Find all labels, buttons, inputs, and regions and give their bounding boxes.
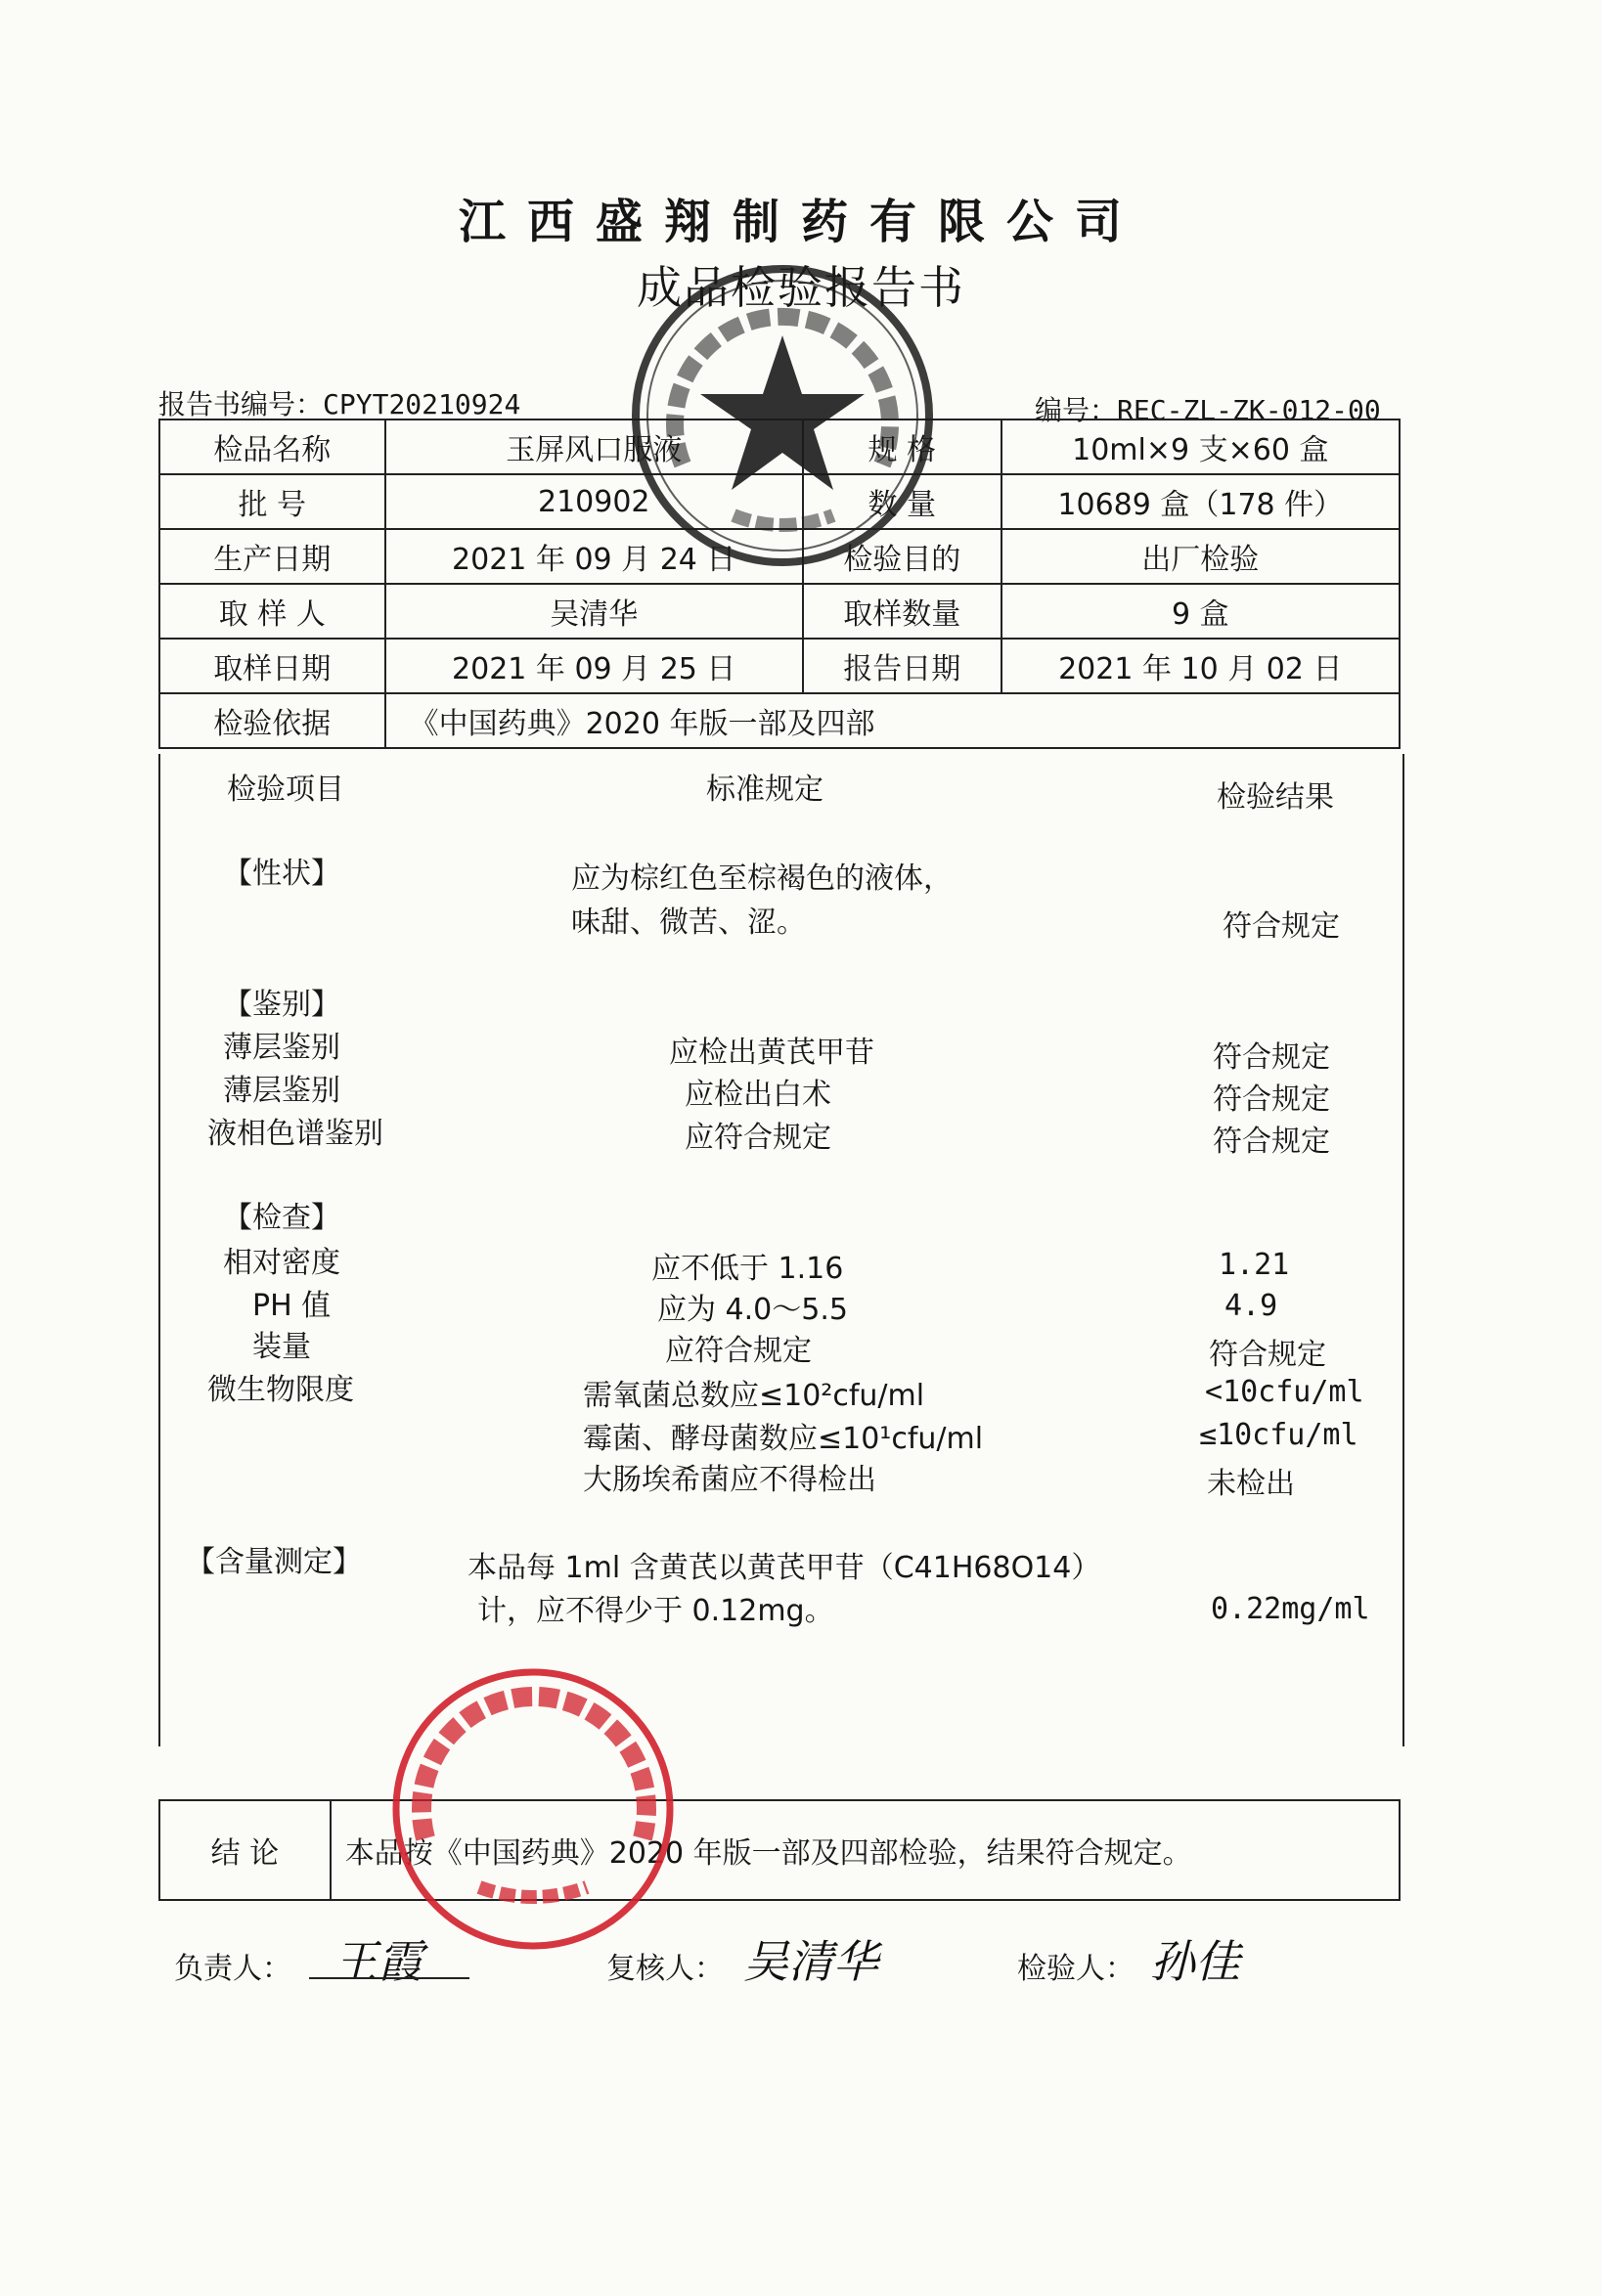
- reviewer-signature: 吴清华: [743, 1935, 878, 1988]
- identification-item-3: 液相色谱鉴别: [207, 1117, 383, 1151]
- inspection-standard-6: 大肠埃希菌应不得检出: [583, 1463, 876, 1497]
- conclusion-label: 结 论: [159, 1800, 331, 1900]
- production-date: 2021 年 09 月 24 日: [385, 529, 803, 584]
- responsible-signature: 王霞: [333, 1935, 423, 1988]
- basis-label: 检验依据: [159, 693, 385, 748]
- sample-date-label: 取样日期: [159, 639, 385, 693]
- identification-result-3: 符合规定: [1213, 1125, 1330, 1159]
- table-row: [159, 584, 1400, 639]
- column-header-standard: 标准规定: [706, 773, 823, 807]
- inspection-result-5: ≤10cfu/ml: [1199, 1418, 1358, 1452]
- responsible-signature-line: [309, 1977, 469, 1979]
- sample-quantity-label: 取样数量: [803, 584, 1001, 639]
- appearance-standard-line1: 应为棕红色至棕褐色的液体，: [571, 861, 953, 896]
- batch-value: 210902: [385, 474, 803, 529]
- quantity-value: 10689 盒（178 件）: [1001, 474, 1400, 529]
- product-name: 玉屏风口服液: [385, 419, 803, 474]
- company-seal-black: [626, 259, 939, 572]
- inspection-item-4: 微生物限度: [207, 1373, 354, 1407]
- inspector-signature: 孙佳: [1150, 1935, 1240, 1988]
- document-code-value: REC-ZL-ZK-012-00: [1117, 394, 1381, 426]
- column-header-item: 检验项目: [227, 773, 344, 807]
- column-header-result: 检验结果: [1217, 780, 1334, 815]
- section-title-appearance: 【性状】: [223, 857, 340, 891]
- inspection-standard-3: 应符合规定: [665, 1334, 812, 1368]
- conclusion-table: [158, 1799, 1401, 1901]
- identification-standard-2: 应检出白术: [685, 1078, 831, 1112]
- document-title: 成品检验报告书: [637, 261, 965, 314]
- assay-standard-line2: 计，应不得少于 0.12mg。: [477, 1594, 834, 1628]
- sample-date: 2021 年 09 月 25 日: [385, 639, 803, 693]
- identification-result-1: 符合规定: [1213, 1040, 1330, 1075]
- section-title-inspection: 【检查】: [223, 1201, 340, 1235]
- inspection-standard-4: 需氧菌总数应≤10²cfu/ml: [583, 1379, 925, 1413]
- quantity-label: 数 量: [803, 474, 1001, 529]
- inspection-item-3: 装量: [252, 1330, 311, 1364]
- product-name-label: 检品名称: [159, 419, 385, 474]
- identification-result-2: 符合规定: [1213, 1082, 1330, 1117]
- appearance-standard-line2: 味甜、微苦、涩。: [571, 905, 806, 940]
- inspection-result-3: 符合规定: [1209, 1338, 1326, 1372]
- sample-quantity: 9 盒: [1001, 584, 1400, 639]
- identification-item-1: 薄层鉴别: [223, 1031, 340, 1065]
- table-row: [159, 1800, 1400, 1900]
- reviewer-label: 复核人：: [606, 1952, 724, 1986]
- company-seal-red: [386, 1662, 680, 1956]
- company-title: 江西盛翔制药有限公司: [458, 195, 1143, 249]
- inspection-result-6: 未检出: [1207, 1467, 1295, 1501]
- inspection-item-2: PH 值: [252, 1289, 332, 1323]
- inspection-result-1: 1.21: [1219, 1248, 1290, 1282]
- inspection-item-1: 相对密度: [223, 1246, 340, 1280]
- inspection-standard-5: 霉菌、酵母菌数应≤10¹cfu/ml: [583, 1422, 984, 1456]
- report-number-label: 报告书编号：: [158, 388, 324, 420]
- production-date-label: 生产日期: [159, 529, 385, 584]
- inspection-standard-1: 应不低于 1.16: [651, 1252, 844, 1286]
- table-row: [159, 639, 1400, 693]
- spec-value: 10ml×9 支×60 盒: [1001, 419, 1400, 474]
- batch-label: 批 号: [159, 474, 385, 529]
- document-code-label: 编号：: [1035, 394, 1118, 426]
- report-date-label: 报告日期: [803, 639, 1001, 693]
- purpose-label: 检验目的: [803, 529, 1001, 584]
- identification-standard-1: 应检出黄芪甲苷: [669, 1036, 874, 1070]
- conclusion-text: 本品按《中国药典》2020 年版一部及四部检验，结果符合规定。: [331, 1800, 1400, 1900]
- section-title-assay: 【含量测定】: [186, 1545, 362, 1579]
- sampler-value: 吴清华: [385, 584, 803, 639]
- inspection-standard-2: 应为 4.0～5.5: [657, 1293, 848, 1327]
- section-title-identification: 【鉴别】: [223, 988, 340, 1022]
- identification-item-2: 薄层鉴别: [223, 1074, 340, 1108]
- spec-label: 规 格: [803, 419, 1001, 474]
- table-row: [159, 693, 1400, 748]
- purpose-value: 出厂检验: [1001, 529, 1400, 584]
- inspector-label: 检验人：: [1017, 1952, 1135, 1986]
- sampler-label: 取 样 人: [159, 584, 385, 639]
- appearance-result: 符合规定: [1223, 909, 1340, 944]
- inspection-result-2: 4.9: [1224, 1289, 1278, 1323]
- report-number: [158, 383, 520, 422]
- report-number-value: CPYT20210924: [323, 388, 521, 420]
- assay-result: 0.22mg/ml: [1211, 1592, 1370, 1626]
- identification-standard-3: 应符合规定: [685, 1121, 831, 1155]
- inspection-result-4: <10cfu/ml: [1205, 1375, 1364, 1409]
- report-date: 2021 年 10 月 02 日: [1001, 639, 1400, 693]
- responsible-label: 负责人：: [174, 1952, 291, 1986]
- basis-value: 《中国药典》2020 年版一部及四部: [385, 693, 1400, 748]
- assay-standard-line1: 本品每 1ml 含黄芪以黄芪甲苷（C41H68O14）: [467, 1551, 1101, 1585]
